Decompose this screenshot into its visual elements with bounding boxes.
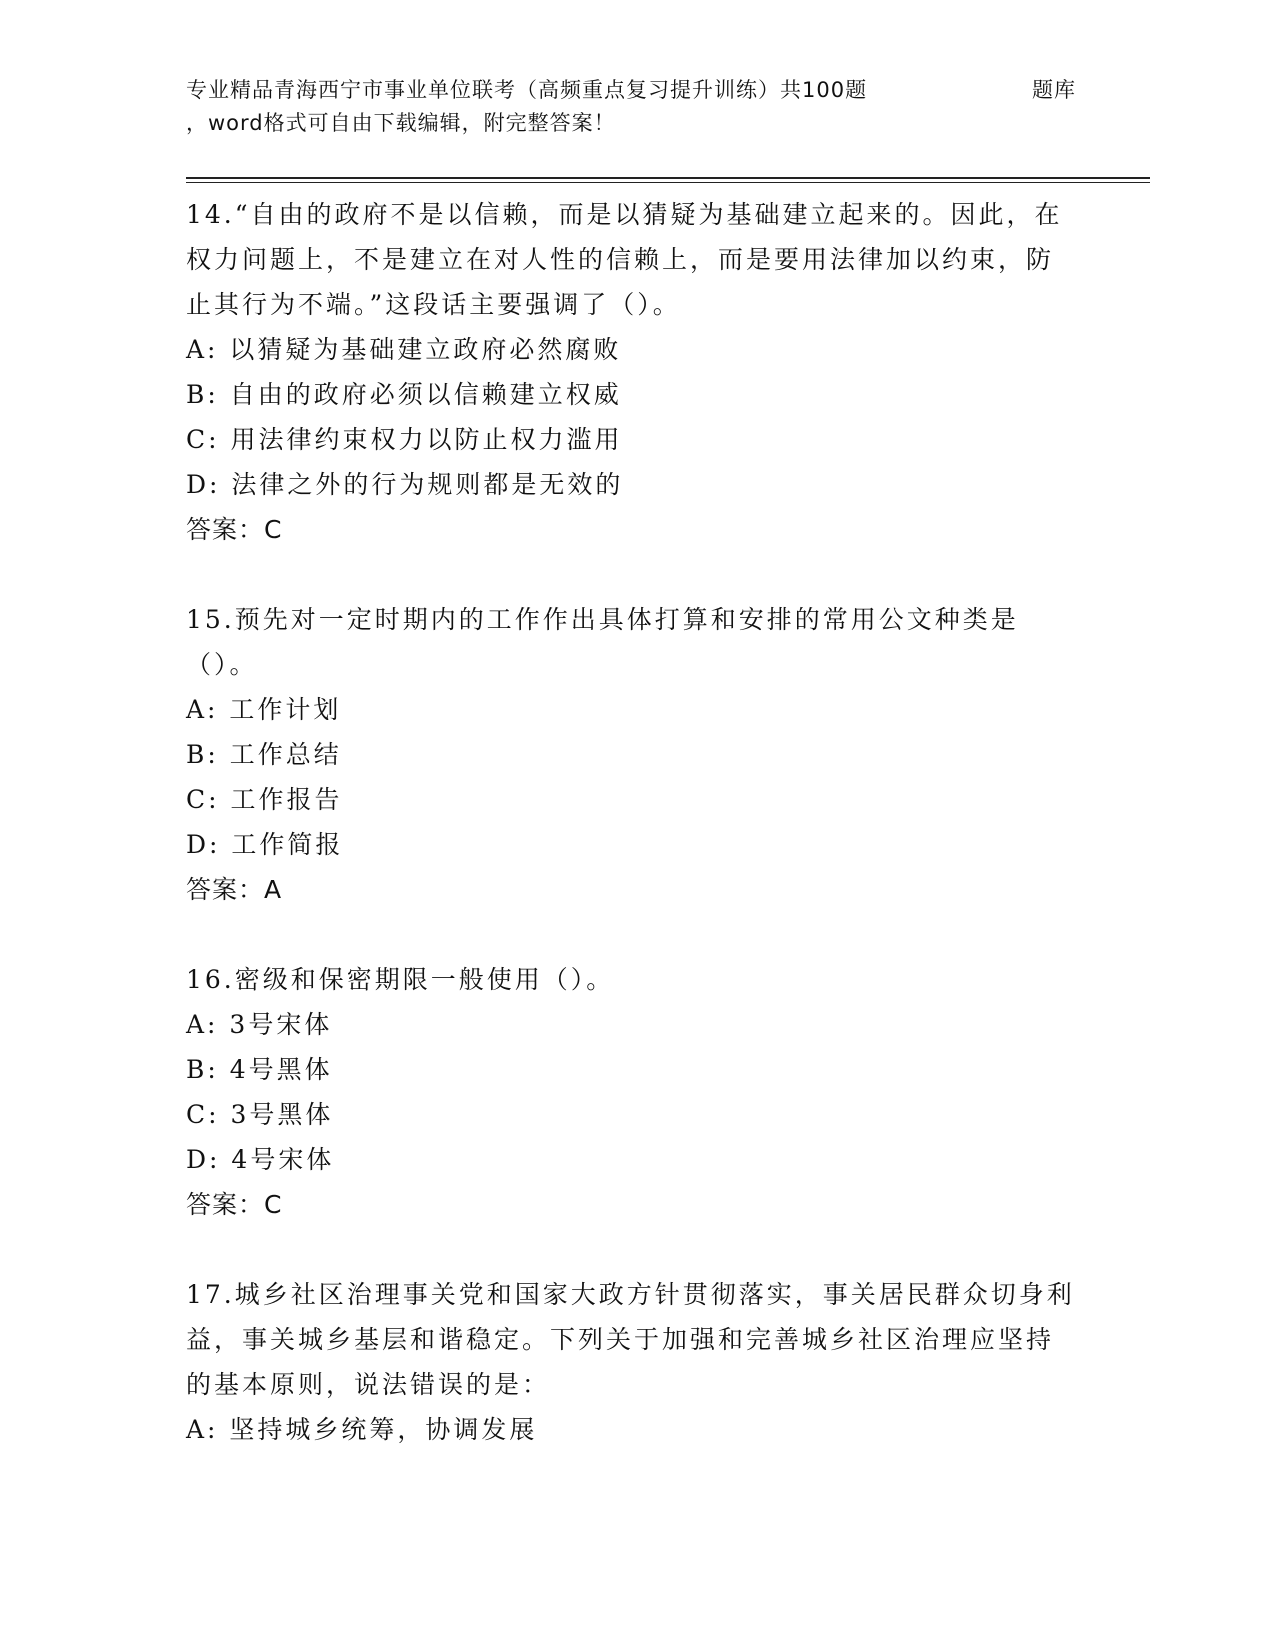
question-15 (186, 597, 1076, 912)
question-16 (186, 957, 1076, 1227)
question-stem: 15.预先对一定时期内的工作作出具体打算和安排的常用公文种类是（）。 (186, 605, 1019, 679)
header-divider-thick (186, 177, 1150, 179)
header-title: 专业精品青海西宁市事业单位联考（高频重点复习提升训练）共100题 (186, 78, 868, 102)
page-header (186, 74, 1086, 140)
option-d: D: 法律之外的行为规则都是无效的 (186, 470, 624, 499)
question-stem: 17.城乡社区治理事关党和国家大政方针贯彻落实，事关居民群众切身利益，事关城乡基层和谐稳定。下列关于加强和完善城乡社区治理应坚持的基本原则，说法错误的是： (186, 1280, 1075, 1399)
option-c: C: 工作报告 (186, 785, 343, 814)
answer: 答案：C (186, 515, 283, 544)
option-d: D: 4号宋体 (186, 1145, 335, 1174)
option-a: A: 坚持城乡统筹，协调发展 (186, 1415, 538, 1444)
option-b: B: 4号黑体 (186, 1055, 333, 1084)
question-stem: 14.“自由的政府不是以信赖，而是以猜疑为基础建立起来的。因此，在权力问题上，不是建立在对人性的信赖上，而是要用法律加以约束，防止其行为不端。”这段话主要强调了（）。 (186, 200, 1063, 319)
option-a: A: 以猜疑为基础建立政府必然腐败 (186, 335, 622, 364)
question-14 (186, 192, 1076, 552)
header-divider-thin (186, 182, 1150, 183)
question-17 (186, 1272, 1076, 1452)
answer: 答案：C (186, 1190, 283, 1219)
option-b: B: 自由的政府必须以信赖建立权威 (186, 380, 622, 409)
option-b: B: 工作总结 (186, 740, 342, 769)
question-stem: 16.密级和保密期限一般使用（）。 (186, 965, 615, 994)
option-c: C: 3号黑体 (186, 1100, 334, 1129)
option-c: C: 用法律约束权力以防止权力滥用 (186, 425, 623, 454)
option-a: A: 工作计划 (186, 695, 342, 724)
option-a: A: 3号宋体 (186, 1010, 333, 1039)
header-subtitle: ，word格式可自由下载编辑，附完整答案！ (186, 111, 616, 135)
option-d: D: 工作简报 (186, 830, 344, 859)
header-title-line (186, 74, 1086, 107)
header-tag: 题库 (1032, 78, 1076, 102)
answer: 答案：A (186, 875, 283, 904)
question-list (186, 192, 1076, 1497)
